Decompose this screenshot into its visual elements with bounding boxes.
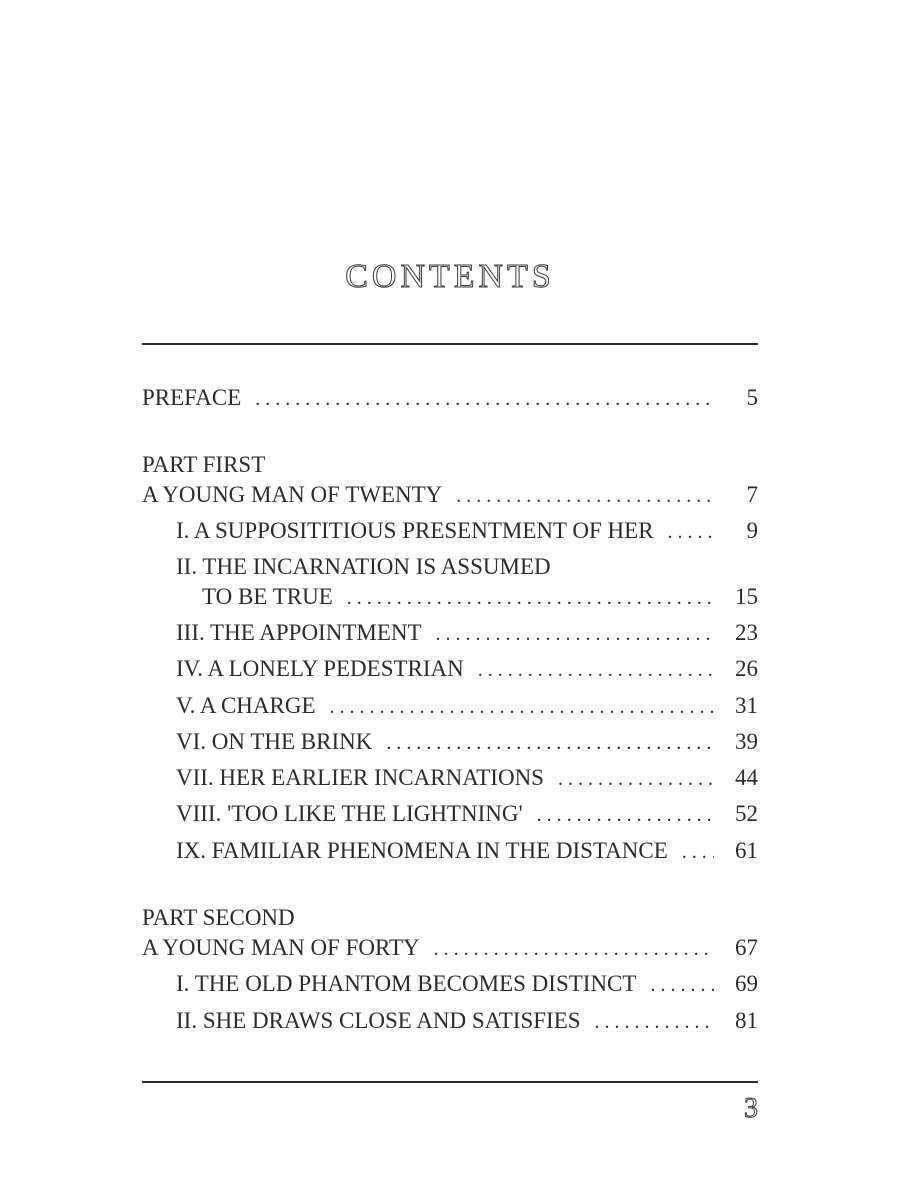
toc-entry-label: A YOUNG MAN OF FORTY	[142, 935, 420, 960]
dot-leader	[436, 619, 714, 649]
toc-page-number: 9	[746, 518, 758, 543]
toc-page-number: 44	[735, 765, 758, 790]
dot-leader	[682, 837, 714, 867]
toc-page-number: 61	[735, 838, 758, 863]
toc-entry-chapter[interactable]	[176, 618, 758, 648]
dot-leader	[478, 655, 714, 685]
toc-page-number: 67	[735, 935, 758, 960]
dot-leader	[330, 692, 714, 722]
toc-entry-label: TO BE TRUE	[202, 584, 333, 609]
toc-page-number: 23	[735, 620, 758, 645]
toc-entry-label: IV. A LONELY PEDESTRIAN	[176, 656, 464, 681]
toc-entry-label: II. SHE DRAWS CLOSE AND SATISFIES	[176, 1008, 581, 1033]
dot-leader	[434, 934, 714, 964]
dot-leader	[558, 764, 714, 794]
page-title: CONTENTS	[345, 258, 555, 295]
toc-page-number: 69	[735, 971, 758, 996]
toc-entry-label: VII. HER EARLIER INCARNATIONS	[176, 765, 544, 790]
toc-entry-chapter[interactable]	[176, 654, 758, 684]
page-number: 3	[744, 1093, 758, 1124]
toc-entry-label: III. THE APPOINTMENT	[176, 620, 422, 645]
toc-entry-label: VIII. 'TOO LIKE THE LIGHTNING'	[176, 801, 523, 826]
toc-page-number: 39	[735, 729, 758, 754]
toc-entry-label: A YOUNG MAN OF TWENTY	[142, 482, 443, 507]
dot-leader	[668, 517, 714, 547]
toc-page-number: 5	[746, 385, 758, 410]
toc-page-number: 81	[735, 1008, 758, 1033]
toc-entry-chapter[interactable]	[176, 799, 758, 829]
part-heading-first: PART FIRST	[142, 452, 266, 477]
toc-page-number: 26	[735, 656, 758, 681]
dot-leader	[386, 728, 714, 758]
toc-page-number: 31	[735, 693, 758, 718]
toc-page-number: 15	[735, 584, 758, 609]
toc-entry-preface[interactable]	[142, 383, 758, 413]
toc-entry-label-line1: II. THE INCARNATION IS ASSUMED	[176, 554, 551, 579]
toc-entry-chapter[interactable]	[176, 691, 758, 721]
dot-leader	[456, 481, 714, 511]
top-rule	[142, 343, 758, 345]
dot-leader	[255, 384, 714, 414]
toc-entry-label: I. A SUPPOSITITIOUS PRESENTMENT OF HER	[176, 518, 654, 543]
bottom-rule	[142, 1081, 758, 1083]
toc-entry-label: V. A CHARGE	[176, 693, 316, 718]
toc-entry-label: I. THE OLD PHANTOM BECOMES DISTINCT	[176, 971, 637, 996]
toc-entry-label: PREFACE	[142, 385, 242, 410]
toc-entry-label: IX. FAMILIAR PHENOMENA IN THE DISTANCE	[176, 838, 668, 863]
dot-leader	[537, 800, 714, 830]
toc-entry-chapter[interactable]	[176, 727, 758, 757]
dot-leader	[347, 583, 714, 613]
toc-entry-chapter[interactable]	[176, 516, 758, 546]
toc-entry-part-first-subtitle[interactable]	[142, 480, 758, 510]
toc-entry-chapter[interactable]	[202, 582, 758, 612]
dot-leader	[650, 970, 714, 1000]
toc-entry-chapter[interactable]	[176, 969, 758, 999]
toc-page-number: 7	[746, 482, 758, 507]
toc-entry-part-second-subtitle[interactable]	[142, 933, 758, 963]
toc-entry-chapter[interactable]	[176, 836, 758, 866]
toc-entry-label: VI. ON THE BRINK	[176, 729, 373, 754]
toc-page-number: 52	[735, 801, 758, 826]
toc-entry-chapter[interactable]	[176, 763, 758, 793]
dot-leader	[595, 1007, 714, 1037]
toc-entry-chapter[interactable]	[176, 1006, 758, 1036]
part-heading-second: PART SECOND	[142, 905, 295, 930]
